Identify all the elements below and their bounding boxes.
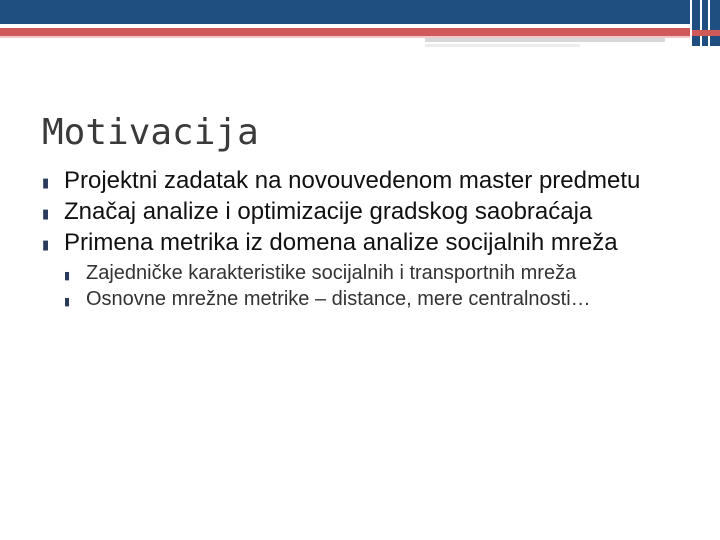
sub-bullet-text: Zajedničke karakteristike socijalnih i transportnih mreža — [86, 262, 577, 284]
header-right-stripe — [702, 0, 708, 46]
header-red-bar — [0, 28, 720, 36]
header-underline — [425, 38, 665, 42]
bullet-item — [42, 228, 682, 258]
bullet-item — [42, 197, 682, 227]
square-bullet-icon: ▮ — [42, 238, 50, 253]
sub-bullet-item — [64, 260, 624, 286]
sub-bullet-item — [64, 286, 624, 312]
header-underline — [425, 44, 580, 47]
header-blue-bar — [0, 0, 720, 24]
slide-title: Motivacija — [42, 112, 259, 153]
bullet-item — [42, 166, 682, 196]
sub-bullet-list — [64, 260, 624, 312]
header-decoration — [0, 0, 720, 50]
sub-bullet-text: Osnovne mrežne metrike – distance, mere centralnosti… — [86, 288, 591, 310]
header-right-stripe — [710, 0, 720, 46]
square-bullet-icon: ▮ — [42, 207, 50, 222]
slide-content — [42, 166, 682, 312]
square-bullet-icon: ▮ — [64, 269, 71, 282]
header-right-red — [692, 30, 720, 36]
bullet-text: Značaj analize i optimizacije gradskog saobraćaja — [64, 198, 593, 225]
square-bullet-icon: ▮ — [42, 176, 50, 191]
header-right-stripe — [692, 0, 700, 46]
square-bullet-icon: ▮ — [64, 295, 71, 308]
bullet-text: Projektni zadatak na novouvedenom master predmetu — [64, 167, 641, 194]
bullet-text: Primena metrika iz domena analize socijalnih mreža — [64, 229, 618, 256]
